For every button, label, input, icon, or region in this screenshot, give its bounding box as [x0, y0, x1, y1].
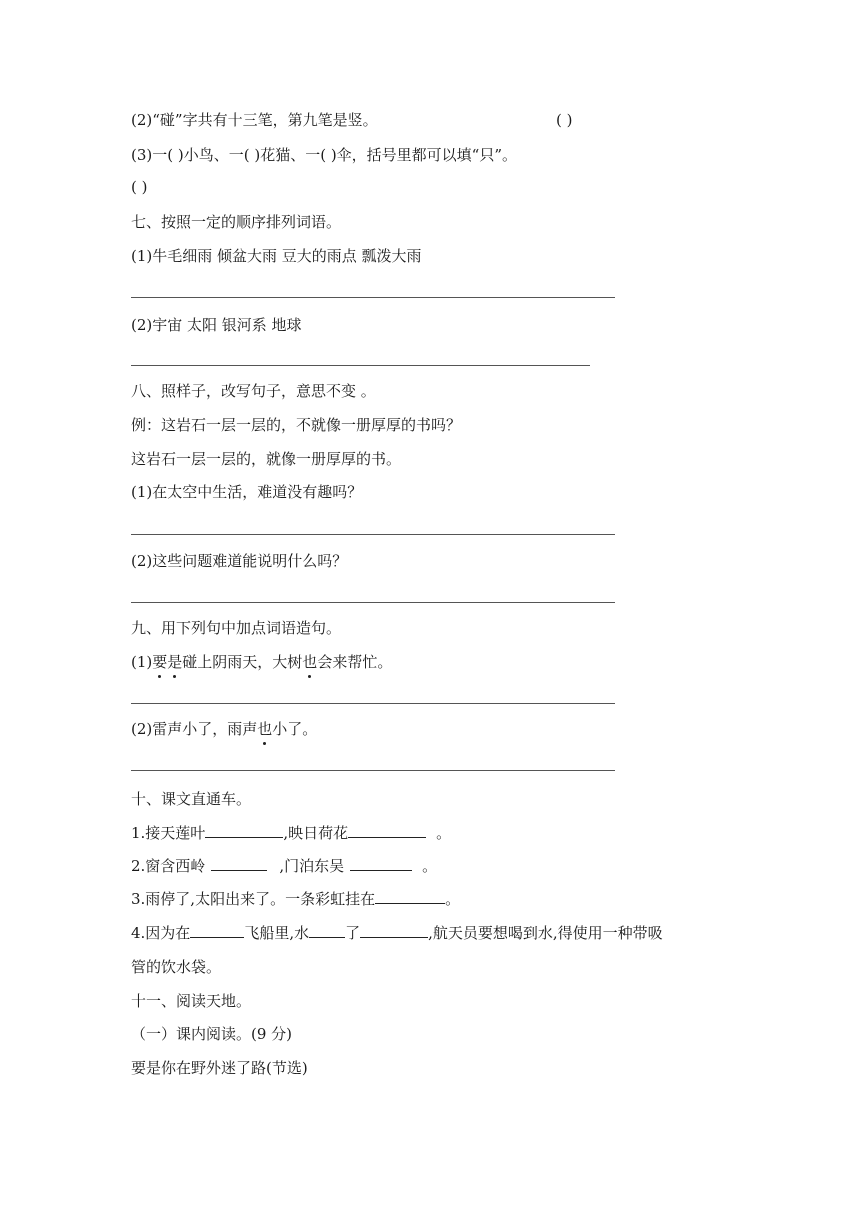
fill-blank[interactable]	[190, 923, 244, 938]
q9-item2-answer-line[interactable]	[131, 770, 615, 771]
q10-line2: 2.窗含西岭 ,门泊东吴 。	[131, 857, 438, 875]
q10-line1: 1.接天莲叶 ,映日荷花 。	[131, 824, 452, 842]
q6-item3: (3)一( )小鸟、一( )花猫、一( )伞，括号里都可以填“只”。	[131, 146, 518, 164]
q6-item3-answer-paren[interactable]: ( )	[131, 178, 148, 196]
q8-item2-answer-line[interactable]	[131, 602, 615, 603]
q10-line4-cont: 管的饮水袋。	[131, 958, 222, 976]
fill-blank[interactable]	[375, 889, 445, 904]
fill-blank[interactable]	[350, 856, 412, 871]
q10-title: 十、课文直通车。	[131, 790, 252, 808]
q11-title: 十一、阅读天地。	[131, 992, 252, 1010]
q10-line3: 3.雨停了,太阳出来了。一条彩虹挂在 。	[131, 890, 461, 908]
dotted-word-yao: 要	[152, 653, 168, 671]
q8-title: 八、照样子，改写句子，意思不变 。	[131, 382, 376, 400]
q7-item1-answer-line[interactable]	[131, 297, 615, 298]
dotted-word-shi: 是	[167, 653, 183, 671]
q6-item2: (2)“碰”字共有十三笔，第九笔是竖。	[131, 111, 378, 129]
q9-title: 九、用下列句中加点词语造句。	[131, 619, 342, 637]
q10-line4: 4.因为在 飞船里,水 了 ,航天员要想喝到水,得使用一种带吸	[131, 924, 663, 942]
q9-item1-answer-line[interactable]	[131, 703, 615, 704]
q6-item2-answer-paren[interactable]: ( )	[556, 111, 573, 129]
dotted-word-ye: 也	[302, 653, 318, 671]
q7-item2-answer-line[interactable]	[131, 365, 590, 366]
dotted-word-ye-2: 也	[257, 720, 273, 738]
fill-blank[interactable]	[211, 856, 267, 871]
q8-item1-answer-line[interactable]	[131, 534, 615, 535]
q11-subsection-1: （一）课内阅读。(9 分)	[131, 1025, 293, 1043]
fill-blank[interactable]	[205, 823, 283, 838]
fill-blank[interactable]	[309, 923, 345, 938]
fill-blank[interactable]	[348, 823, 426, 838]
q8-example-answer: 这岩石一层一层的，就像一册厚厚的书。	[131, 450, 402, 468]
q7-title: 七、按照一定的顺序排列词语。	[131, 213, 342, 231]
fill-blank[interactable]	[360, 923, 428, 938]
q8-item1: (1)在太空中生活，难道没有趣吗？	[131, 483, 363, 501]
q9-item2: (2)雷声小了，雨声也小了。	[131, 720, 318, 738]
q8-item2: (2)这些问题难道能说明什么吗？	[131, 552, 348, 570]
q7-item2: (2)宇宙 太阳 银河系 地球	[131, 316, 302, 334]
q11-passage-title: 要是你在野外迷了路(节选)	[131, 1059, 308, 1077]
q9-item1: (1)要是碰上阴雨天，大树也会来帮忙。	[131, 653, 393, 671]
q8-example-question: 例：这岩石一层一层的，不就像一册厚厚的书吗？	[131, 416, 462, 434]
q7-item1: (1)牛毛细雨 倾盆大雨 豆大的雨点 瓢泼大雨	[131, 247, 422, 265]
